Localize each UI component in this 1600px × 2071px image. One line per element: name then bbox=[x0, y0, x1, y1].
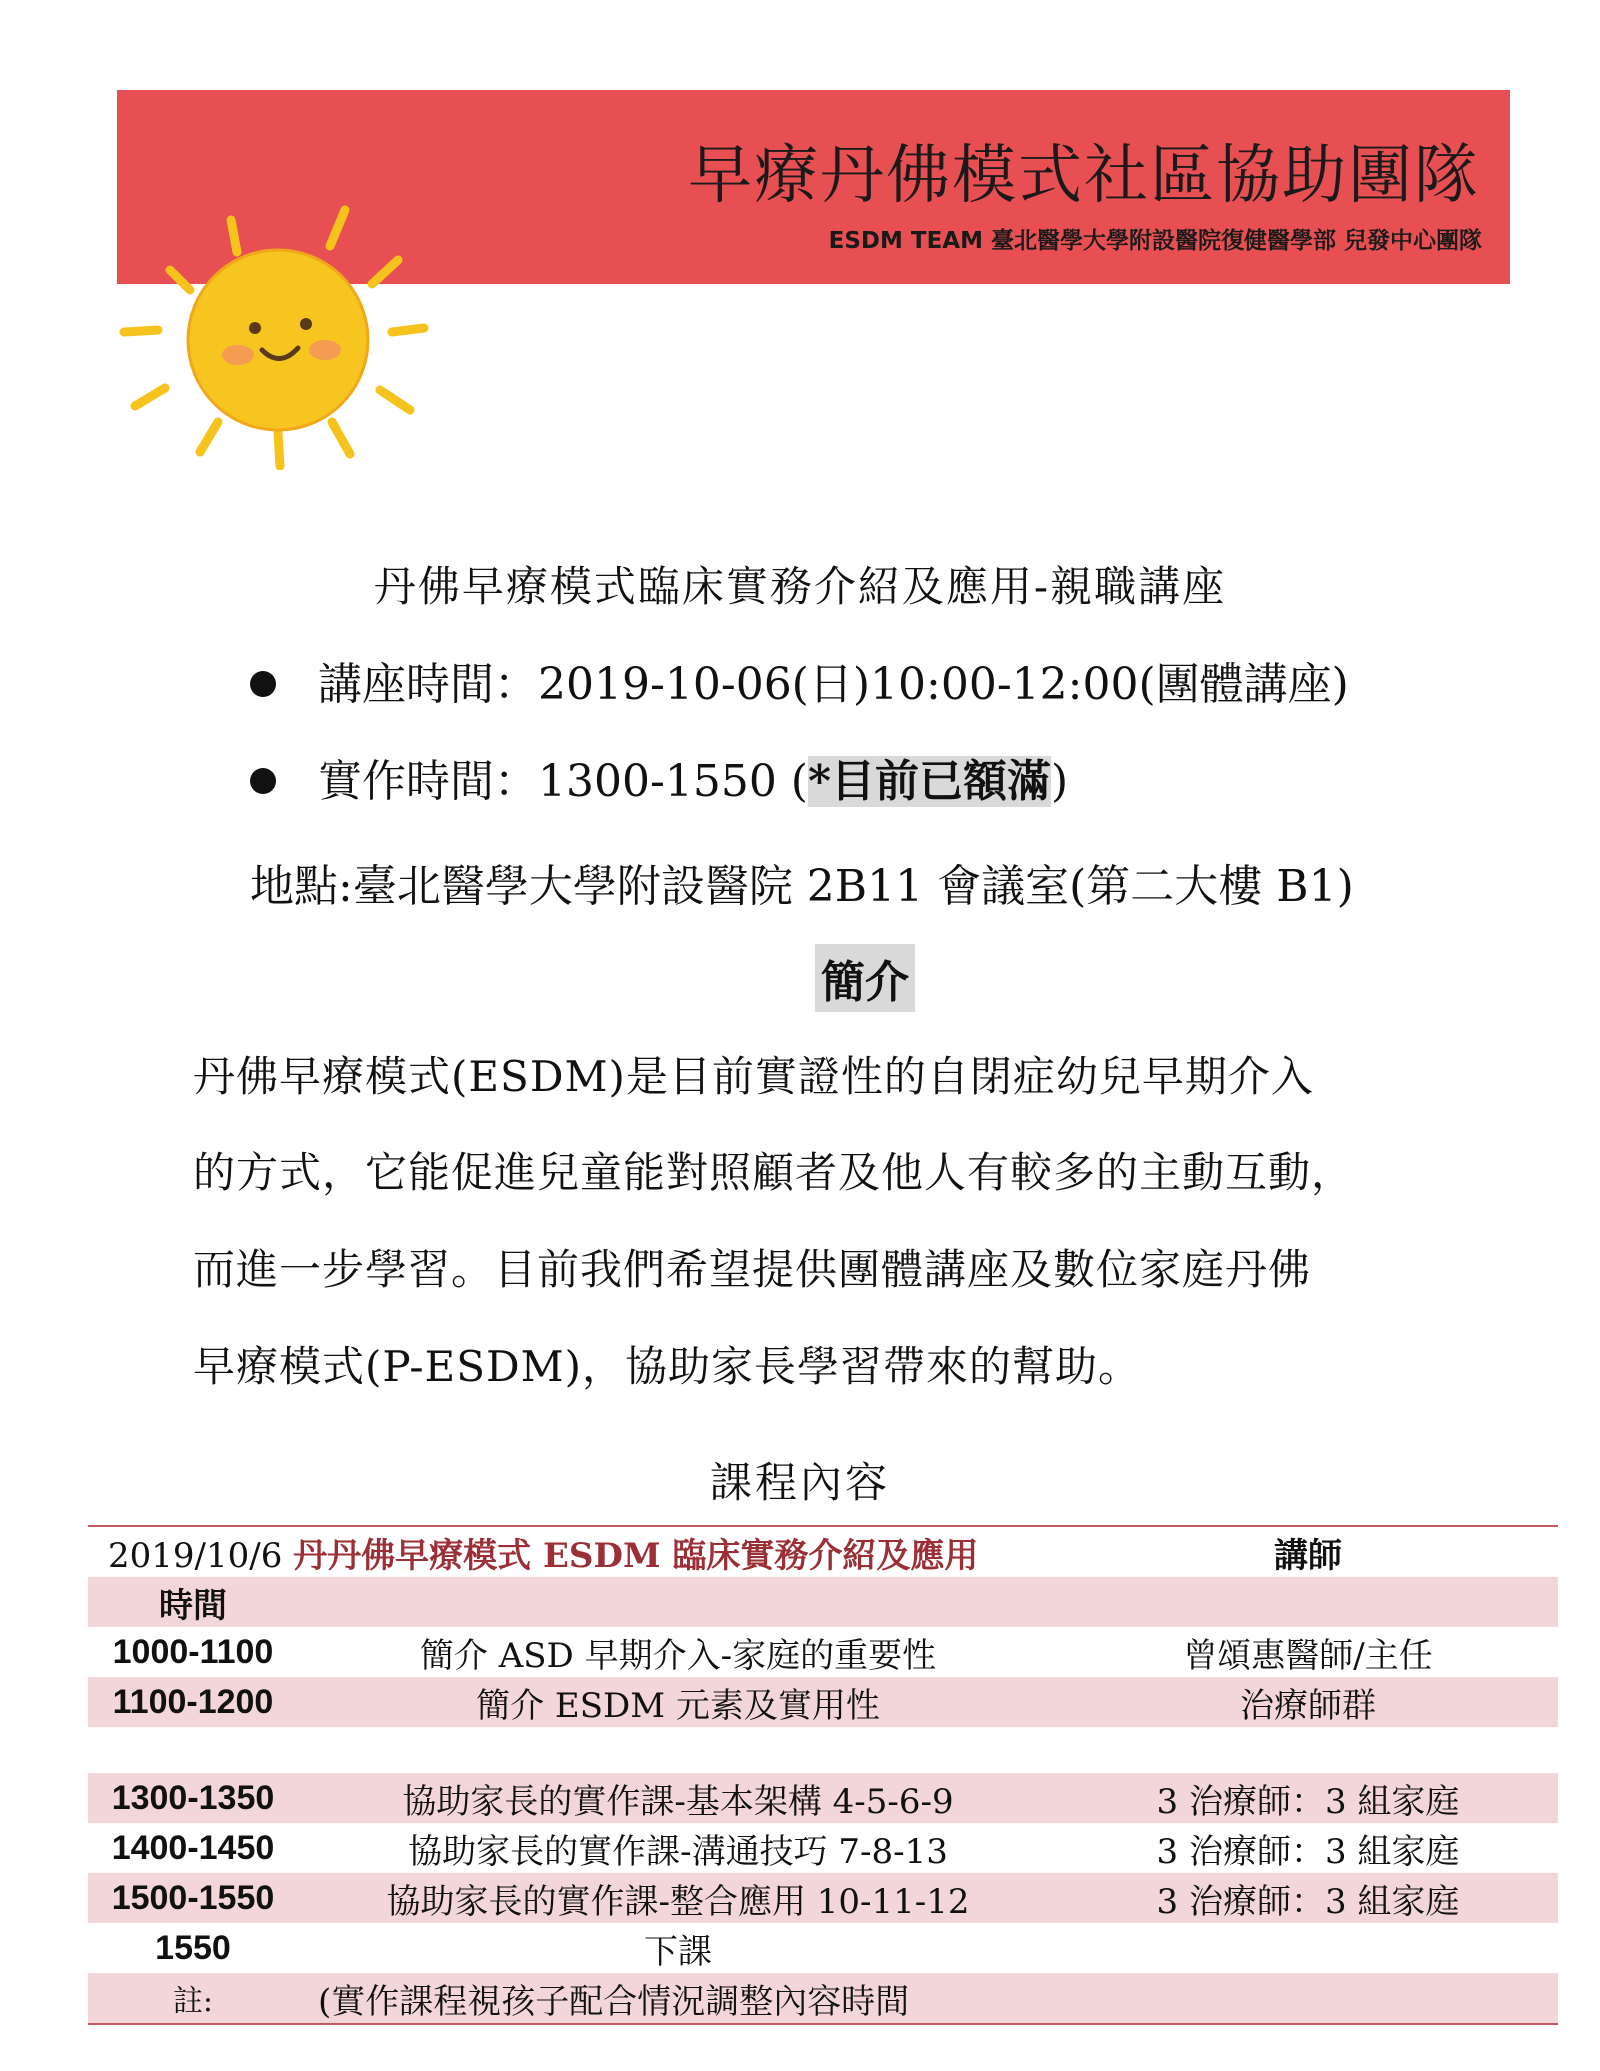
table-row bbox=[88, 1823, 1558, 1873]
row-teacher: 3 治療師：3 組家庭 bbox=[1058, 1773, 1558, 1823]
time-header: 時間 bbox=[88, 1577, 298, 1627]
row-teacher: 曾頌惠醫師/主任 bbox=[1183, 1635, 1433, 1676]
row-teacher bbox=[1058, 1923, 1558, 1973]
intro-line: 丹佛早療模式(ESDM)是目前實證性的自閉症幼兒早期介入 bbox=[193, 1052, 1314, 1101]
intro-line: 早療模式(P-ESDM)，協助家長學習帶來的幫助。 bbox=[193, 1342, 1142, 1391]
teacher-header: 講師 bbox=[1058, 1526, 1558, 1577]
row-time: 1400-1450 bbox=[111, 1828, 275, 1867]
banner-subtitle: ESDM TEAM 臺北醫學大學附設醫院復健醫學部 兒發中心團隊 bbox=[828, 228, 1482, 254]
row-teacher: 3 治療師：3 組家庭 bbox=[1156, 1831, 1460, 1872]
lecture-time: 講座時間：2019-10-06(日)10:00-12:00(團體講座) bbox=[318, 659, 1349, 710]
sun-icon bbox=[110, 200, 450, 470]
bullet-icon bbox=[250, 768, 276, 794]
note-text: (實作課程視孩子配合情況調整內容時間 bbox=[298, 1973, 1558, 2024]
row-content: 簡介 ESDM 元素及實用性 bbox=[298, 1677, 1058, 1727]
practice-time-row bbox=[250, 745, 1068, 809]
table-row bbox=[88, 1923, 1558, 1973]
row-content: 協助家長的實作課-整合應用 10-11-12 bbox=[298, 1873, 1058, 1923]
practice-time-close: ) bbox=[1051, 756, 1069, 807]
table-row bbox=[88, 1677, 1558, 1727]
row-time: 1000-1100 bbox=[112, 1632, 274, 1671]
row-time: 1500-1550 bbox=[88, 1873, 298, 1923]
row-content: 簡介 ASD 早期介入-家庭的重要性 bbox=[419, 1635, 937, 1676]
row-content: 協助家長的實作課-基本架構 4-5-6-9 bbox=[298, 1773, 1058, 1823]
event-title: 丹佛早療模式臨床實務介紹及應用-親職講座 bbox=[373, 562, 1227, 611]
intro-line: 而進一步學習。目前我們希望提供團體講座及數位家庭丹佛 bbox=[193, 1245, 1312, 1294]
table-row bbox=[88, 1873, 1558, 1923]
intro-line: 的方式，它能促進兒童能對照顧者及他人有較多的主動互動， bbox=[193, 1148, 1355, 1197]
bullet-icon bbox=[250, 671, 276, 697]
banner-title: 早療丹佛模式社區協助團隊 bbox=[688, 139, 1480, 213]
row-teacher: 3 治療師：3 組家庭 bbox=[1058, 1873, 1558, 1923]
event-location: 地點:臺北醫學大學附設醫院 2B11 會議室(第二大樓 B1) bbox=[250, 861, 1354, 912]
course-heading: 課程內容 bbox=[709, 1458, 890, 1507]
lecture-time-row bbox=[250, 648, 1349, 712]
intro-heading: 簡介 bbox=[815, 944, 915, 1012]
row-content: 協助家長的實作課-溝通技巧 7-8-13 bbox=[408, 1831, 948, 1872]
row-time: 1100-1200 bbox=[88, 1677, 298, 1727]
table-row bbox=[88, 1627, 1558, 1677]
row-content: 下課 bbox=[644, 1931, 712, 1972]
table-note-row bbox=[88, 1973, 1558, 2024]
table-spacer-row bbox=[88, 1727, 1558, 1773]
course-date-title bbox=[88, 1526, 1058, 1577]
table-row bbox=[88, 1773, 1558, 1823]
practice-time: 實作時間：1300-1550 ( bbox=[318, 756, 808, 807]
course-date: 2019/10/6 bbox=[108, 1535, 283, 1576]
schedule-table bbox=[88, 1525, 1558, 2025]
note-label: 註: bbox=[88, 1973, 298, 2024]
table-header-row bbox=[88, 1526, 1558, 1577]
full-notice: *目前已額滿 bbox=[807, 756, 1051, 807]
row-time: 1550 bbox=[155, 1928, 231, 1967]
table-row bbox=[88, 1577, 1558, 1627]
course-title: 丹丹佛早療模式 ESDM 臨床實務介紹及應用 bbox=[293, 1535, 979, 1576]
row-time: 1300-1350 bbox=[88, 1773, 298, 1823]
row-teacher: 治療師群 bbox=[1058, 1677, 1558, 1727]
